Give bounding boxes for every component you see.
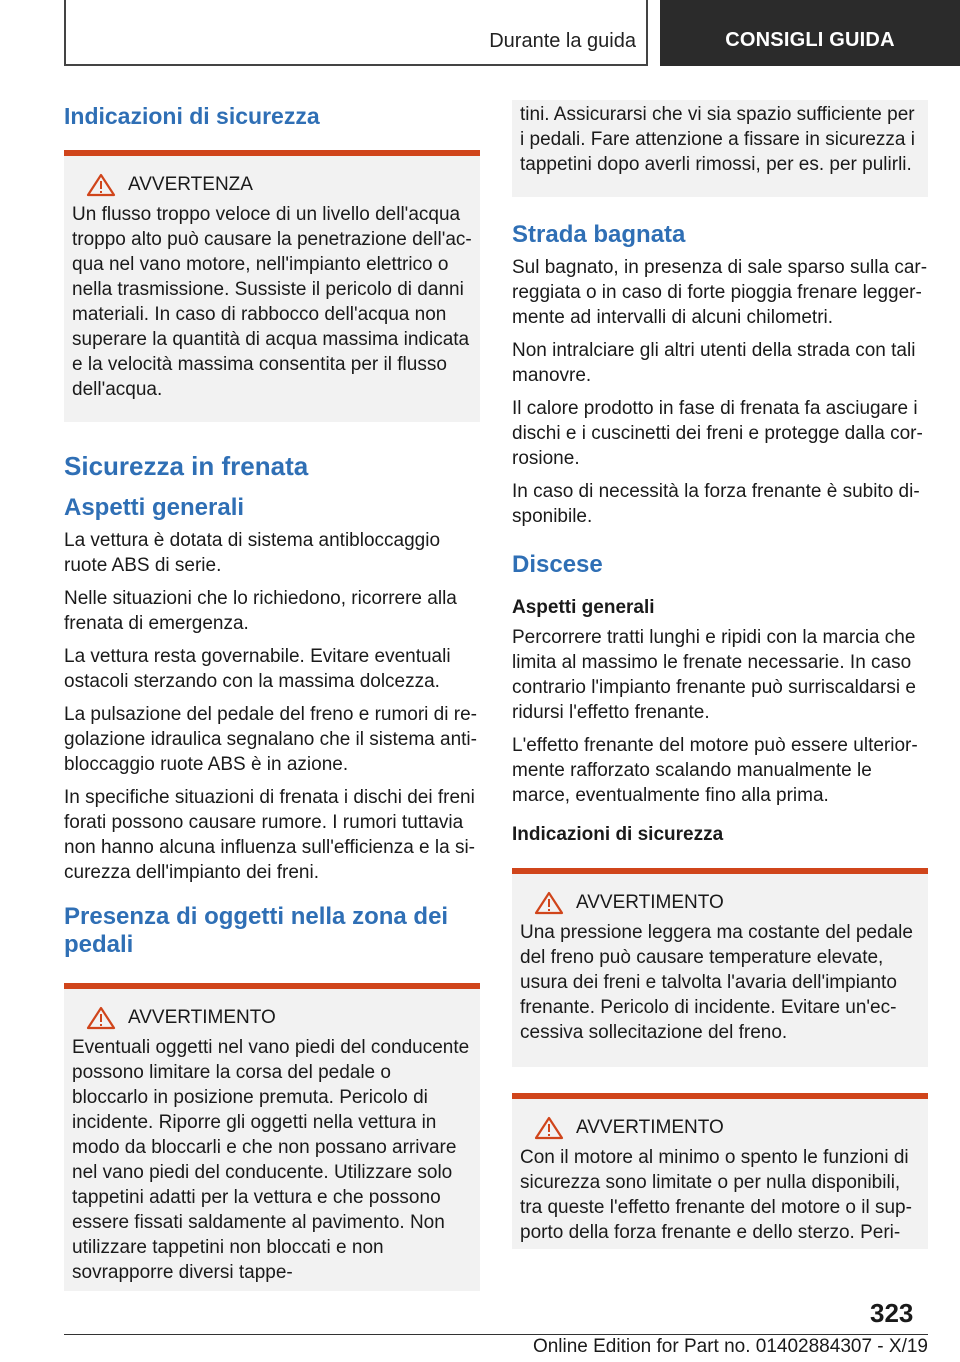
paragraph: Il calore prodotto in fase di frenata fa asciugare i dischi e i cuscinetti dei freni e protegge dalla corrosione. [512, 398, 923, 469]
paragraph: In specifiche situazioni di frenata i dischi dei freni forati possono causare rumore. I rumori tuttavia non hanno alcuna influenza sull'efficienza e la sicurezza dell'impianto dei freni. [64, 787, 475, 883]
edition-text: Online Edition for Part no. 01402884307 - X/19 [532, 1336, 928, 1357]
warning-box-engine-idle [512, 1093, 928, 1249]
wet-road-heading: Strada bagnata [512, 221, 686, 248]
header-rule-bottom [64, 64, 648, 66]
warning-text: Un flusso troppo veloce di un livello dell'acqua troppo alto può causare la penetrazione dell'acqua nel vano motore, nell'impianto elettrico o nella trasmissione. Sussiste il pericolo di danni materiali. In caso di rabbocco dell'acqua non superare la quantità di acqua massima indicata e la velocità massima consentita per il flusso dell'acqua. [72, 204, 472, 400]
safety-heading: Indicazioni di sicurezza [64, 103, 320, 129]
paragraph: L'effetto frenante del motore può essere ulteriormente rafforzato scalando manualmente le marce, eventualmente fino alla prima. [512, 735, 918, 806]
warning-title: AVVERTIMENTO [128, 1007, 276, 1028]
header-rule-left [64, 0, 66, 66]
warning-triangle-icon [534, 891, 564, 915]
descent-heading: Discese [512, 551, 603, 578]
descent-general-heading: Aspetti generali [512, 597, 655, 618]
left-column [64, 100, 480, 1291]
paragraph: La vettura resta governabile. Evitare eventuali ostacoli sterzando con la massima dolcezza. [64, 646, 451, 692]
footer-rule [64, 1334, 928, 1335]
warning-triangle-icon [86, 173, 116, 197]
warning-box-brake-pressure [512, 868, 928, 1067]
paragraph: Percorrere tratti lunghi e ripidi con la marcia che limita al massimo le frenate necessarie. In caso contrario l'impianto frenante può surriscaldarsi e ridursi l'effetto frenante. [512, 627, 916, 723]
warning-text: Eventuali oggetti nel vano piedi del conducente possono limitare la corsa del pedale o bloccarlo in posizione premuta. Pericolo di incidente. Riporre gli oggetti nella vettura in modo da bloccarli e che non possano arrivare nel vano piedi del conducente. Utilizzare solo tappetini adatti per la vettura e che possono essere fissati saldamente al pavimento. Non utilizzare tappetini non bloccati e non sovrapporre diversi tappe- [72, 1037, 470, 1283]
warning-box-pedals [64, 983, 480, 1291]
warning-text: Una pressione leggera ma costante del pedale del freno può causare temperature elevate, usura dei freni e talvolta l'avaria dell'impianto frenante. Pericolo di incidente. Evitare un'eccessiva sollecitazione del freno. [520, 922, 913, 1043]
pedal-heading: Presenza di oggetti nella zona dei pedali [64, 903, 449, 958]
warning-box-water [64, 150, 480, 422]
braking-heading: Sicurezza in frenata [64, 451, 309, 481]
descent-safety-heading: Indicazioni di sicurezza [512, 824, 724, 845]
page-number: 323 [870, 1298, 914, 1328]
header-section-title: Durante la guida [489, 30, 636, 52]
warning-triangle-icon [534, 1116, 564, 1140]
warning-title: AVVERTENZA [128, 174, 253, 195]
header-chapter-tab: CONSIGLI GUIDA [660, 0, 960, 66]
header-rule-right [646, 0, 648, 66]
warning-title: AVVERTIMENTO [576, 892, 724, 913]
warning-text: Con il motore al minimo o spento le funzioni di sicurezza sono limitate o per nulla disponibili, tra queste l'effetto frenante del motore o il supporto della forza frenante e dello sterzo. Peri- [520, 1147, 912, 1243]
warning-triangle-icon [86, 1006, 116, 1030]
paragraph: La vettura è dotata di sistema antibloccaggio ruote ABS di serie. [64, 530, 441, 576]
paragraph: Nelle situazioni che lo richiedono, ricorrere alla frenata di emergenza. [64, 588, 457, 634]
paragraph: In caso di necessità la forza frenante è subito disponibile. [512, 481, 920, 527]
paragraph: Non intralciare gli altri utenti della strada con tali manovre. [512, 340, 916, 386]
warning-text: tini. Assicurarsi che vi sia spazio sufficiente per i pedali. Fare attenzione a fissare in sicurezza i tappetini dopo averli rimossi, per es. per pulirli. [520, 104, 915, 175]
paragraph: La pulsazione del pedale del freno e rumori di regolazione idraulica segnalano che il sistema antibloccaggio ruote ABS è in azione. [64, 704, 477, 775]
paragraph: Sul bagnato, in presenza di sale sparso sulla carreggiata o in caso di forte pioggia frenare leggermente ad intervalli di alcuni chilometri. [512, 257, 928, 328]
general-heading: Aspetti generali [64, 494, 245, 521]
warning-title: AVVERTIMENTO [576, 1117, 724, 1138]
warning-continuation [512, 100, 928, 197]
right-column [512, 100, 928, 1249]
